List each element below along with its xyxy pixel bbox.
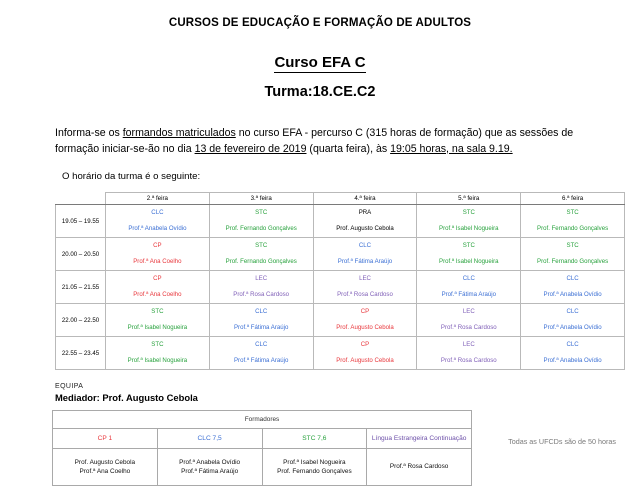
slot-teacher: Prof. Fernando Gonçalves [537,224,609,232]
formadores-people-cell [262,449,367,486]
intro-underline-formandos: formandos matriculados [122,127,236,139]
slot-teacher: Prof.ª Anabela Ovídio [543,290,602,298]
slot-subject: STC [566,209,579,216]
intro-paragraph [55,126,594,157]
footer-note: Todas as UFCDs são de 50 horas [508,437,616,446]
formadores-subject-cell: Língua Estrangeira Continuação [367,429,472,449]
slot-subject: STC [255,242,268,249]
slot-teacher: Prof. Augusto Cebola [336,224,394,232]
slot-subject: CLC [566,341,579,348]
slot-teacher: Prof.ª Rosa Cardoso [337,290,393,298]
slot-teacher: Prof.ª Fátima Araújo [441,290,496,298]
schedule-time-cell: 20.00 – 20.50 [56,238,106,271]
course-title [0,54,640,71]
class-title: Turma:18.CE.C2 [264,84,376,100]
intro-text-c: (quarta feira), às [306,142,391,155]
slot-subject: CP [360,308,370,315]
schedule-corner-cell [56,193,106,205]
schedule-slot-cell [521,205,625,238]
schedule-slot-cell [313,304,417,337]
slot-subject: LEC [359,275,371,282]
slot-teacher: Prof.ª Rosa Cardoso [440,323,497,331]
schedule-slot-cell [417,271,521,304]
formador-name: Prof.ª Rosa Cardoso [389,463,449,471]
schedule-slot-cell [106,337,210,370]
intro-underline-date: 13 de fevereiro de 2019 [194,142,307,155]
slot-subject: STC [151,308,164,315]
slot-teacher: Prof. Fernando Gonçalves [537,257,609,265]
schedule-header-row [56,193,625,205]
schedule-slot-cell [209,205,313,238]
slot-teacher: Prof.ª Anabela Ovídio [543,356,602,364]
formadores-subject-cell: CP 1 [53,429,158,449]
schedule-row [56,238,625,271]
schedule-slot-cell [417,304,521,337]
schedule-table-wrapper [55,192,625,370]
schedule-slot-cell [106,271,210,304]
slot-teacher: Prof.ª Fátima Araújo [233,356,289,364]
schedule-day-header: 5.ª feira [417,193,521,205]
formadores-title: Formadores [53,411,472,429]
schedule-row [56,205,625,238]
slot-subject: STC [566,242,579,249]
slot-teacher: Prof.ª Isabel Nogueira [127,356,188,364]
slot-subject: CLC [358,242,372,249]
slot-subject: STC [151,341,164,348]
slot-subject: PRA [358,209,372,216]
slot-subject: CP [153,275,162,282]
slot-teacher: Prof.ª Fátima Araújo [337,257,393,265]
schedule-slot-cell [106,238,210,271]
slot-subject: CP [153,242,162,249]
slot-subject: STC [462,209,475,216]
schedule-table-body [56,205,625,370]
schedule-slot-cell [106,205,210,238]
schedule-slot-cell [521,238,625,271]
formadores-people-cell [157,449,262,486]
slot-subject: CLC [566,275,579,282]
slot-teacher: Prof. Fernando Gonçalves [225,224,297,232]
formadores-subject-row [53,429,472,449]
slot-subject: STC [462,242,475,249]
formador-name: Prof.ª Anabela Ovídio [179,458,241,466]
schedule-time-cell: 22.00 – 22.50 [56,304,106,337]
equipa-label: EQUIPA [55,383,84,390]
slot-teacher: Prof. Augusto Cebola [336,323,394,331]
schedule-table [55,192,625,370]
slot-subject: CLC [255,308,268,315]
schedule-row [56,271,625,304]
schedule-slot-cell [313,238,417,271]
mediador-line: Mediador: Prof. Augusto Cebola [55,392,198,403]
schedule-slot-cell [209,238,313,271]
slot-subject: CLC [566,308,579,315]
schedule-slot-cell [521,304,625,337]
schedule-slot-cell [313,271,417,304]
slot-subject: CLC [462,275,475,282]
formadores-title-row [53,411,472,429]
schedule-slot-cell [417,205,521,238]
intro-underline-time-room: 19:05 horas, na sala 9.19. [390,142,513,155]
schedule-slot-cell [209,337,313,370]
intro-text-b: no curso EFA - percurso C (315 horas de formação) que as sessões de formação iniciar-se-ão no dia [55,127,574,155]
schedule-slot-cell [313,205,417,238]
schedule-day-header: 3.ª feira [209,193,313,205]
slot-teacher: Prof.ª Rosa Cardoso [233,290,290,298]
schedule-day-header: 4.ª feira [313,193,417,205]
formador-name: Prof. Fernando Gonçalves [277,468,352,475]
formadores-table-wrapper [52,410,472,486]
slot-teacher: Prof. Fernando Gonçalves [225,257,297,265]
slot-subject: LEC [462,308,475,315]
schedule-time-cell: 22.55 – 23.45 [56,337,106,370]
formador-name: Prof.ª Ana Coelho [79,468,131,475]
schedule-time-cell: 19.05 – 19.55 [56,205,106,238]
formadores-table [52,410,472,486]
formador-name: Prof.ª Isabel Nogueira [283,458,346,466]
schedule-row [56,337,625,370]
formadores-subject-cell: STC 7,6 [262,429,367,449]
slot-teacher: Prof.ª Ana Coelho [133,290,182,298]
slot-teacher: Prof. Augusto Cebola [336,356,394,364]
slot-subject: CLC [151,209,164,216]
schedule-slot-cell [313,337,417,370]
schedule-slot-cell [209,304,313,337]
slot-teacher: Prof.ª Isabel Nogueira [439,257,499,265]
slot-teacher: Prof.ª Anabela Ovídio [543,323,602,331]
schedule-time-cell: 21.05 – 21.55 [56,271,106,304]
schedule-day-header: 6.ª feira [521,193,625,205]
formadores-people-cell [367,449,472,486]
schedule-slot-cell [417,337,521,370]
slot-teacher: Prof.ª Ana Coelho [133,257,182,265]
formadores-subject-cell: CLC 7,5 [157,429,262,449]
schedule-slot-cell [417,238,521,271]
formadores-people-row [53,449,472,486]
slot-teacher: Prof.ª Anabela Ovídio [128,224,187,232]
intro-text-a: Informa-se os [55,127,123,139]
formador-name: Prof.ª Fátima Araújo [181,468,239,475]
schedule-slot-cell [521,271,625,304]
slot-subject: CLC [255,341,268,348]
schedule-table-head [56,193,625,205]
slot-teacher: Prof.ª Isabel Nogueira [439,224,499,232]
page-title: CURSOS DE EDUCAÇÃO E FORMAÇÃO DE ADULTOS [168,17,472,29]
slot-subject: CP [360,341,370,348]
schedule-slot-cell [521,337,625,370]
schedule-subnote: O horário da turma é o seguinte: [62,171,201,182]
formador-name: Prof. Augusto Cebola [74,458,136,466]
formadores-people-cell [53,449,158,486]
slot-teacher: Prof.ª Fátima Araújo [233,323,289,331]
schedule-day-header: 2.ª feira [106,193,210,205]
slot-teacher: Prof.ª Rosa Cardoso [440,356,497,364]
slot-subject: LEC [255,275,268,282]
schedule-row [56,304,625,337]
course-title-text: Curso EFA C [274,54,366,71]
schedule-slot-cell [106,304,210,337]
schedule-slot-cell [209,271,313,304]
slot-subject: LEC [462,341,475,348]
slot-teacher: Prof.ª Isabel Nogueira [127,323,188,331]
slot-subject: STC [255,209,268,216]
